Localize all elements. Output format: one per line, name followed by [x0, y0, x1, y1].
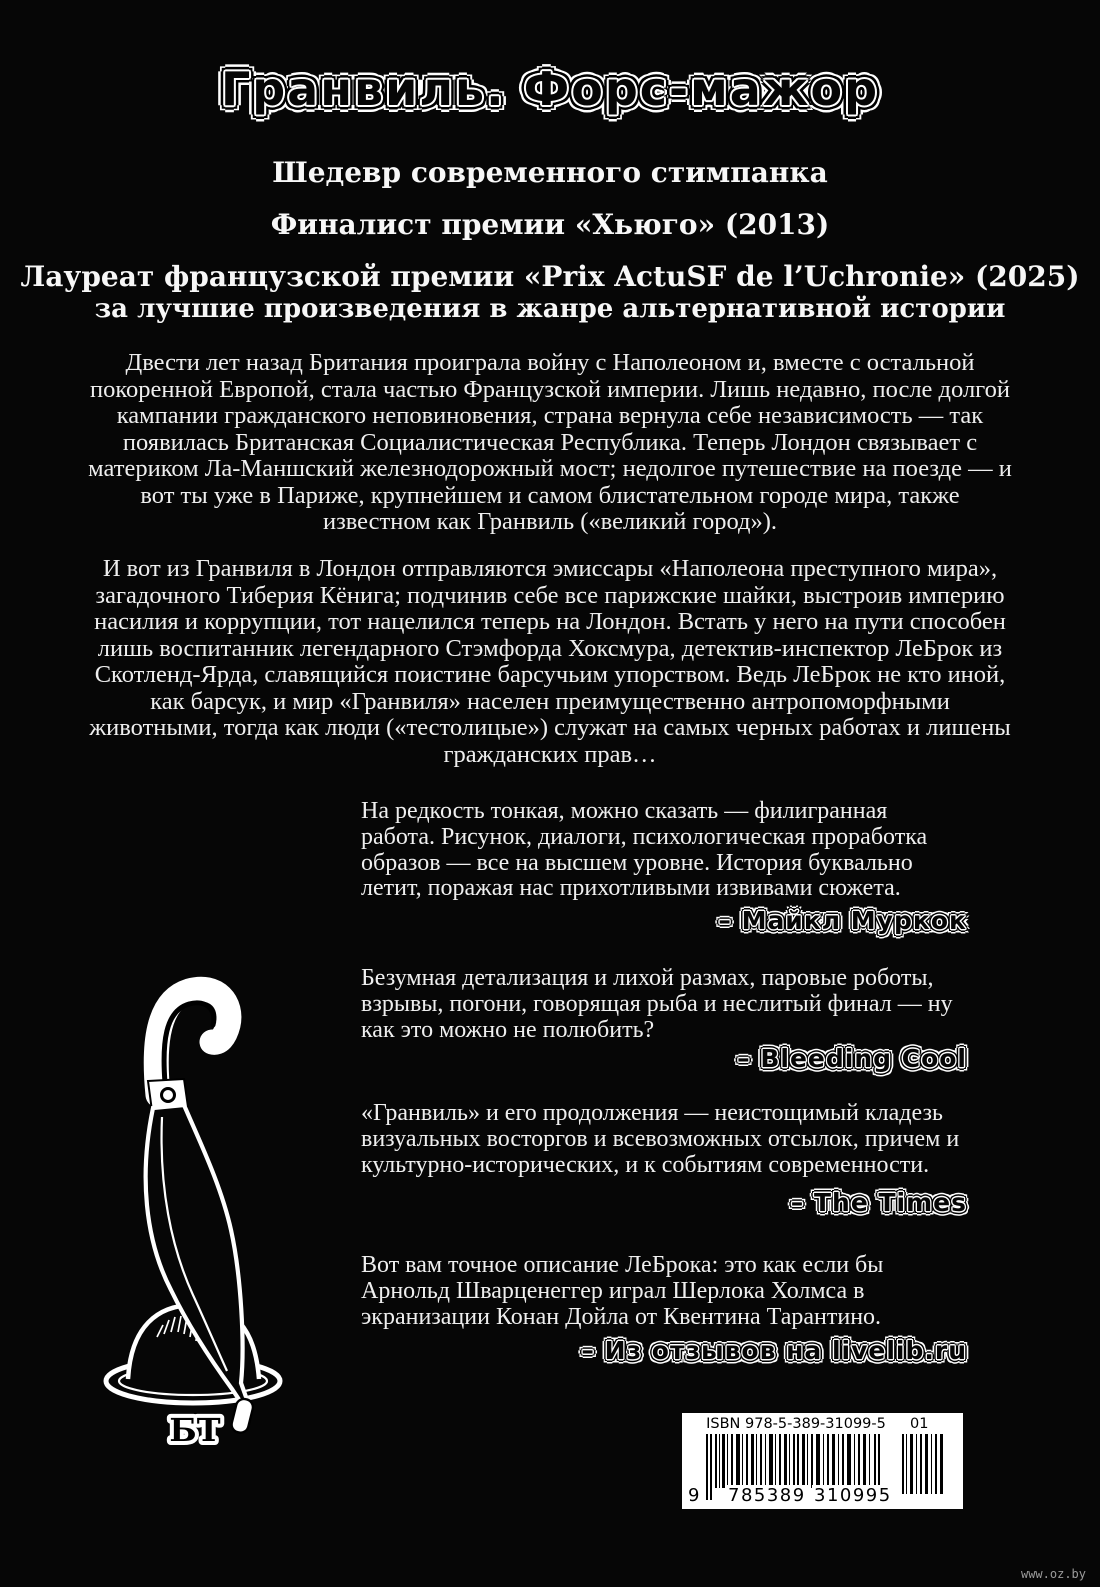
barcode-addon-label: 01 [910, 1416, 929, 1432]
book-title: Гранвиль. Форс-мажор [220, 62, 880, 116]
quote-thetimes: «Гранвиль» и его продолжения — неистощимый кладезь визуальных восторгов и всевозможных отсылок, причем и культурно-исторических, и к событиям современности. [361, 1100, 960, 1178]
award-actusf-line1: Лауреат французской премии «Prix ActuSF de l’Uchronie» (2025) [20, 260, 1080, 293]
quote-livelib: Вот вам точное описание ЛеБрока: это как если бы Арнольд Шварценеггер играл Шерлока Холмса в экранизации Конан Дойла от Квентина Тарантино. [361, 1252, 884, 1330]
barcode-digit-group-3: 310995 [814, 1485, 892, 1506]
barcode-box [682, 1413, 963, 1509]
isbn-text: ISBN 978-5-389-31099-5 [706, 1416, 886, 1432]
quote-bleedingcool: Безумная детализация и лихой размах, паровые роботы, взрывы, погони, говорящая рыба и неслитый финал — ну как это можно не полюбить? [361, 965, 953, 1043]
quote-moorcock: На редкость тонкая, можно сказать — филигранная работа. Рисунок, диалоги, психологическая проработка образов — все на высшем уровне. История буквально летит, поражая нас прихотливыми извивами сюжета. [361, 798, 928, 902]
publisher-monogram: БТ [169, 1411, 221, 1449]
barcode-digit-group-1: 9 [688, 1485, 701, 1506]
quote-bleedingcool-attribution: – Bleeding Cool [737, 1044, 967, 1073]
quote-livelib-attribution: – Из отзывов на livelib.ru [581, 1336, 967, 1365]
award-hugo: Финалист премии «Хьюго» (2013) [270, 208, 830, 241]
award-actusf-line2: за лучшие произведения в жанре альтернативной истории [94, 294, 1006, 324]
quote-moorcock-attribution: – Майкл Муркок [718, 906, 967, 935]
umbrella-bowler-illustration [95, 975, 295, 1455]
barcode-addon-bars [902, 1434, 946, 1496]
synopsis-paragraph-1: Двести лет назад Британия проиграла войну с Наполеоном и, вместе с остальной покоренной Европой, стала частью Французской империи. Лишь недавно, после долгой кампании гражданского неповиновения, страна вернула себе независимость — так появилась Британская Социалистическая Республика. Теперь Лондон связывает с материком Ла-Маншский железнодорожный мост; недолгое путешествие на поезде — и вот ты уже в Париже, крупнейшем и самом блистательном городе мира, также известном как Гранвиль («великий город»). [88, 349, 1012, 535]
umbrella-bowler-svg [95, 975, 295, 1455]
synopsis-paragraph-2: И вот из Гранвиля в Лондон отправляются эмиссары «Наполеона преступного мира», загадочного Тиберия Кёнига; подчинив себе все парижские шайки, выстроив империю насилия и коррупции, тот нацелился теперь на Лондон. Встать у него на пути способен лишь воспитанник легендарного Стэмфорда Хоксмура, детектив-инспектор ЛеБрок из Скотленд-Ярда, славящийся поистине барсучьим упорством. Ведь ЛеБрок не кто иной, как барсук, и мир «Гранвиля» населен преимущественно антропоморфными животными, тогда как люди («тестолицые») служат на самых черных работах и лишены гражданских прав… [89, 555, 1011, 768]
tagline: Шедевр современного стимпанка [272, 156, 828, 189]
watermark: www.oz.by [1020, 1567, 1086, 1581]
quote-thetimes-attribution: – The Times [790, 1188, 967, 1217]
umbrella-rivet [162, 1089, 175, 1102]
barcode-digit-group-2: 785389 [728, 1485, 806, 1506]
